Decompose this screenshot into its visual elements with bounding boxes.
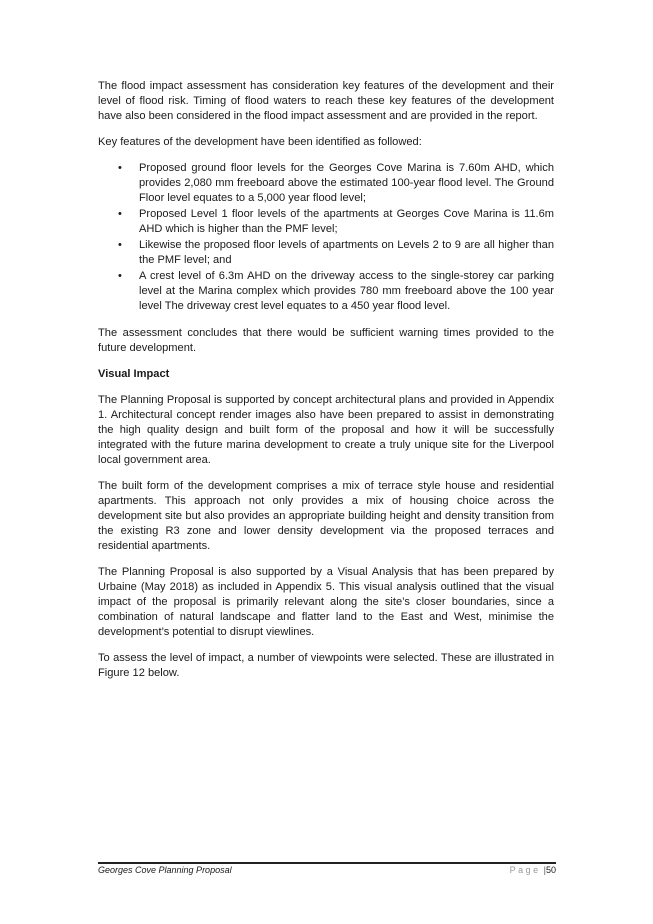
footer-separator: | [543, 865, 546, 875]
visual-impact-paragraph: The built form of the development comprises a mix of terrace style house and residential apartments. This approach not only provides a mix of housing choice across the development site but also provides an appropriate building height and density transition from the existing R3 zone and lower density development via the proposed terraces and residential apartments. [98, 480, 554, 552]
page-body [98, 79, 554, 692]
list-item-text: Likewise the proposed floor levels of apartments on Levels 2 to 9 are all higher than the PMF level; and [139, 239, 554, 266]
intro-paragraph: The flood impact assessment has consideration key features of the development and their level of flood risk. Timing of flood waters to reach these key features of the development have also been considered in the flood impact assessment and are provided in the report. [98, 80, 554, 122]
footer-page-number: 50 [545, 865, 556, 875]
page-footer [98, 862, 556, 876]
key-features-list [98, 161, 554, 314]
visual-impact-paragraph: To assess the level of impact, a number of viewpoints were selected. These are illustrated in Figure 12 below. [98, 652, 554, 679]
list-item [98, 238, 554, 268]
visual-impact-paragraph: The Planning Proposal is supported by concept architectural plans and provided in Appendix 1. Architectural concept render images also have been prepared to assist in demonstrating the high quality design and built form of the proposal and how it will be successfully integrated with the future marina development to create a truly unique site for the Liverpool local government area. [98, 394, 554, 466]
footer-page-label: Page [509, 865, 541, 875]
section-heading-visual-impact: Visual Impact [98, 368, 170, 380]
key-features-intro: Key features of the development have been identified as followed: [98, 136, 422, 148]
list-item [98, 161, 554, 206]
assessment-conclusion: The assessment concludes that there would be sufficient warning times provided to the future development. [98, 327, 554, 354]
list-item-text: Proposed ground floor levels for the Georges Cove Marina is 7.60m AHD, which provides 2,080 mm freeboard above the estimated 100-year flood level. The Ground Floor level equates to a 5,000 year flood level; [139, 162, 554, 204]
bullet-icon: • [118, 162, 122, 174]
list-item [98, 207, 554, 237]
list-item-text: A crest level of 6.3m AHD on the driveway access to the single-storey car parking level at the Marina complex which provides 780 mm freeboard above the 100 year level The driveway crest level equates to a 450 year flood level. [139, 270, 554, 312]
footer-page-indicator [510, 865, 556, 876]
list-item-text: Proposed Level 1 floor levels of the apartments at Georges Cove Marina is 11.6m AHD which is higher than the PMF level; [139, 208, 554, 235]
bullet-icon: • [118, 270, 122, 282]
footer-document-title: Georges Cove Planning Proposal [98, 865, 232, 875]
list-item [98, 269, 554, 314]
bullet-icon: • [118, 208, 122, 220]
visual-impact-paragraph: The Planning Proposal is also supported by a Visual Analysis that has been prepared by Urbaine (May 2018) as included in Appendix 5. This visual analysis outlined that the visual impact of the proposal is primarily relevant along the site’s closer boundaries, since a combination of natural landscape and flatter land to the East and West, minimise the development’s potential to disrupt viewlines. [98, 566, 554, 638]
bullet-icon: • [118, 239, 122, 251]
